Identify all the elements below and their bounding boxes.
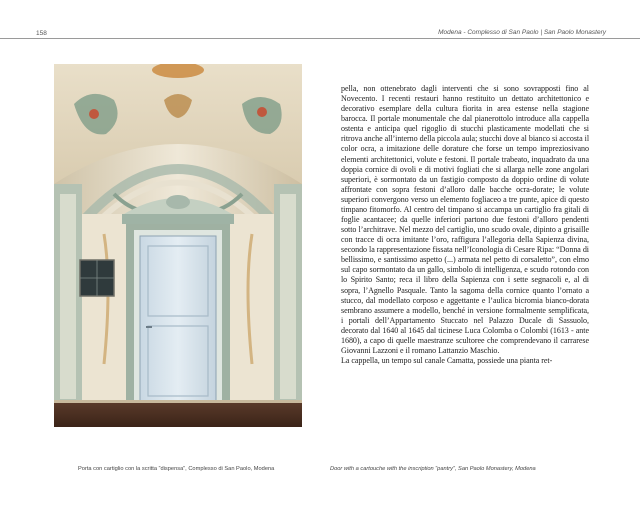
body-text [341,84,589,366]
body-paragraph-1: pella, non ottenebrato dagli interventi che si sono sovrapposti fino al Novecento. I recenti restauri hanno restituito un dettato architettonico e decorativo esemplare della cultura fiorita in area estense nella stagione barocca. Il portale monumentale che dal pianerottolo introduce alla cappella ostenta e anticipa quel rigoglio di stucchi plasticamente modellati che si ritrova anche all’interno della piccola aula; stucchi dove al bianco si accosta il color ocra, a imitazione delle dorature che forse un tempo impreziosivano elementi architettonici, volute e festoni. Il portale trabeato, inquadrato da una doppia cornice di ovoli e di motivi fogliati che si allarga nelle zone angolari superiori, è sormontato da un fastigio composto da doppio ordine di volute affrontate con sopra festoni d’alloro dalle bacche ocra-dorate; le volute superiori convergono verso un elemento fogliaceo a tre punte, apice di questo timpano fitomorfo. Al centro del timpano si accampa un cartiglio fra gitali di foglie acantacee; da quelle inferiori partono due festoni d’alloro pendenti sotto l’architrave. Nel mezzo del cartiglio, uno scudo ovale, dipinto a grisaille con tracce di ocra imitante l’oro, raffigura l’allegoria della Sapienza divina, secondo la rappresentazione fissata nell’Iconologia di Cesare Ripa: “Donna di bellissimo, e santissimo aspetto (...) armata nel petto di corsaletto”, con elmo sul capo sormontato da un gallo, simbolo di intelligenza, e scudo rotondo con lo Spirito Santo; reca il libro della Sapienza con i sette segnacoli e, al di sopra, l’Agnello Pasquale. Tanto la sagoma della cornice quanto l’ornato a stucco, dal modellato corposo e aggettante e l’aulica bicromia bianco-dorata sembrano assumere a modello, benché in versione formalmente semplificata, i portali dell’Appartamento Stuccato nel Palazzo Ducale di Sassuolo, decorato dal 1640 al 1645 dal ticinese Luca Colomba o Colombi (1613 - ante 1680), a capo di quelle maestranze scultoree che comprendevano il carrarese Giovanni Lazzoni e il romano Lattanzio Maschio. [341,84,589,356]
page-number: 158 [36,30,47,37]
header-rule [0,38,640,39]
caption-italian: Porta con cartiglio con la scritta “dispensa”, Complesso di San Paolo, Modena [78,466,275,472]
caption-english: Door with a cartouche with the inscription “pantry”, San Paolo Monastery, Modena [330,466,536,472]
running-head: Modena - Complesso di San Paolo | San Paolo Monastery [438,29,606,36]
body-paragraph-2: La cappella, un tempo sul canale Camatta, possiede una pianta ret- [341,356,553,366]
photo-door-fresco [54,64,302,427]
